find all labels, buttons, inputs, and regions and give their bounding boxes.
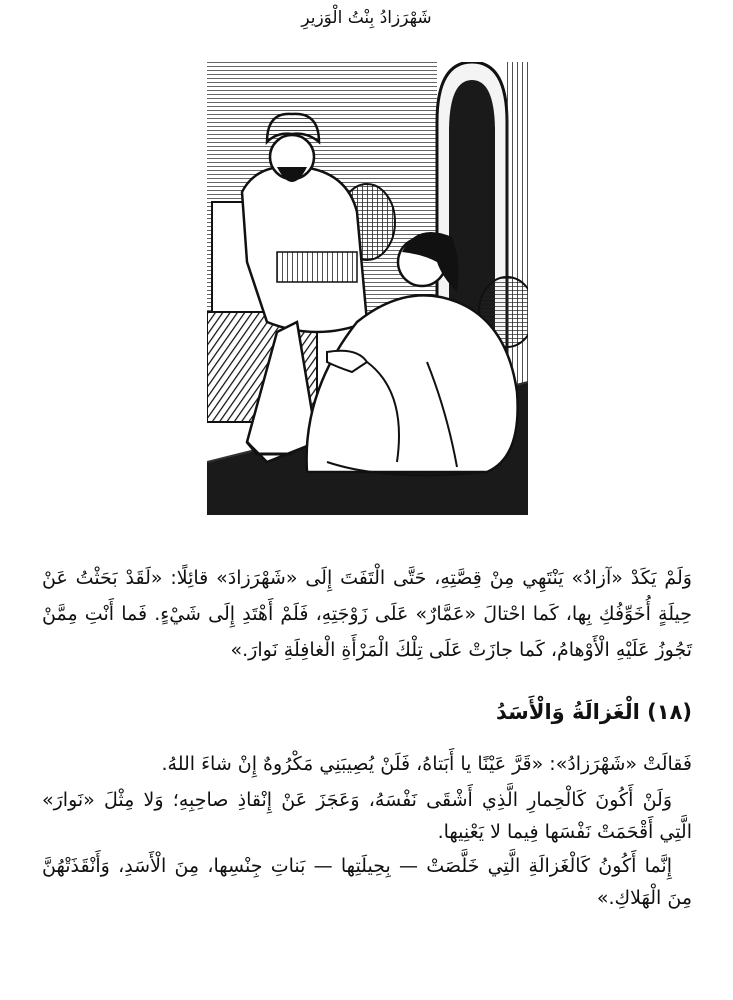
paragraph-gazelle-comparison: إِنَّما أَكُونُ كَالْغَزالَةِ الَّتِي خَلَّصَتْ — بِحِيلَتِها — بَناتِ جِنْسِها، مِنَ الْأَسَدِ، وَأَنْقَذَتْهُنَّ مِنَ الْهَلاكِ.» xyxy=(42,855,692,909)
section-title: (١٨) الْغَزالَةُ وَالْأَسَدُ xyxy=(496,700,692,724)
page-title: شَهْرَزادُ بِنْتُ الْوَزيرِ xyxy=(301,8,432,28)
paragraph-story-intro: وَلَمْ يَكَدْ «آزادُ» يَنْتَهِي مِنْ قِصَّتِهِ، حَتَّى الْتَفَتَ إِلَى «شَهْرَزادَ» قائِلًا: «لَقَدْ بَحَثْتُ عَنْ حِيلَةٍ أُخَوِّفُكِ بِها، كَما احْتالَ «عَمَّارٌ» عَلَى زَوْجَتِهِ، فَلَمْ أَهْتَدِ إِلَى شَيْءٍ. فَما أَنْتِ مِمَّنْ تَجُوزُ عَلَيْهِ الْأَوْهامُ، كَما جازَتْ عَلَى تِلْكَ الْمَرْأَةِ الْغافِلَةِ نَوارَ.» xyxy=(42,567,692,661)
illustration-image xyxy=(207,62,528,515)
engraving-illustration-icon xyxy=(207,62,528,515)
paragraph-donkey-comparison: وَلَنْ أَكُونَ كَالْحِمارِ الَّذِي أَشْقَى نَفْسَهُ، وَعَجَزَ عَنْ إِنْقاذِ صاحِبِهِ؛ وَلا مِثْلَ «نَوارَ» الَّتِي أَقْحَمَتْ نَفْسَها فِيما لا يَعْنِيها. xyxy=(42,789,692,843)
paragraph-shahrazad-reply: فَقالَتْ «شَهْرَزادُ»: «قَرَّ عَيْنًا يا أَبَتاهُ، فَلَنْ يُصِيبَنِي مَكْرُوهٌ إِنْ شاءَ اللهُ. xyxy=(161,753,692,775)
